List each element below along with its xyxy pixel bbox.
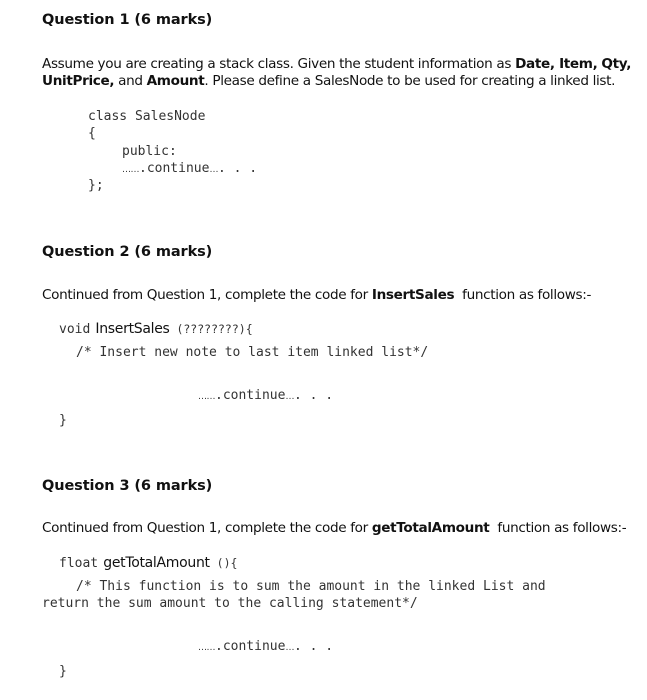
q1-line1-text: Assume you are creating a stack class. Given the student information as — [42, 56, 516, 72]
q1-paragraph-line-2 — [42, 73, 615, 89]
q1-line2-text: . Please define a SalesNode to be used for creating a linked list. — [204, 73, 616, 89]
q2-code-comment: /* Insert new note to last item linked list*/ — [76, 345, 429, 360]
q3-code-continue — [198, 639, 333, 654]
q1-code-continue — [122, 161, 257, 176]
q2-code-continue-word: .continue — [215, 388, 286, 403]
q3-code-fn-name: getTotalAmount — [103, 555, 210, 571]
q2-intro-tail: function as follows:- — [454, 287, 592, 303]
q2-code-continue-dots: … — [285, 392, 294, 402]
q2-code-close: } — [59, 413, 67, 428]
q3-code-params: (){ — [209, 556, 238, 570]
q1-code-open-brace: { — [88, 126, 96, 141]
q3-code-signature — [59, 552, 237, 571]
q1-code-continue-dots: … — [209, 165, 218, 175]
q1-paragraph-line-1 — [42, 56, 631, 72]
q1-field-date: Date — [515, 56, 550, 72]
q1-code-continue-tail: . . . — [217, 161, 258, 176]
q1-code-continue-word: .continue — [139, 161, 210, 176]
q3-code-close: } — [59, 664, 67, 679]
q3-code-continue-tail: . . . — [293, 639, 334, 654]
q2-function-name: InsertSales — [371, 287, 455, 303]
q3-code-dots: …… — [198, 643, 215, 653]
q3-intro-text: Continued from Question 1, complete the code for — [42, 520, 372, 536]
q1-and: and — [114, 73, 147, 89]
q1-sep: , — [549, 56, 560, 72]
q3-function-name: getTotalAmount — [371, 520, 490, 536]
q1-field-unitprice: UnitPrice, — [42, 73, 115, 89]
q3-code-comment-line-1: /* This function is to sum the amount in the linked List and — [76, 579, 546, 594]
q1-field-item: Item, — [559, 56, 598, 72]
q3-intro-tail: function as follows:- — [489, 520, 627, 536]
q2-intro — [42, 287, 591, 303]
q1-code-close: }; — [88, 178, 104, 193]
q1-heading: Question 1 (6 marks) — [42, 12, 213, 28]
q2-code-continue — [198, 388, 333, 403]
q1-code-public: public: — [122, 144, 177, 159]
q3-heading: Question 3 (6 marks) — [42, 478, 213, 494]
q1-code-class-line: class SalesNode — [88, 109, 206, 124]
q3-code-comment-line-2: return the sum amount to the calling statement*/ — [42, 596, 418, 611]
q3-code-continue-dots: … — [285, 643, 294, 653]
q2-code-dots: …… — [198, 392, 215, 402]
q1-field-amount: Amount — [146, 73, 205, 89]
q2-code-params: (????????){ — [169, 322, 253, 336]
q2-code-void: void — [59, 322, 91, 337]
q2-intro-text: Continued from Question 1, complete the code for — [42, 287, 372, 303]
q2-code-fn-name: InsertSales — [95, 321, 170, 337]
q1-field-qty: Qty, — [601, 56, 632, 72]
q1-code-dots: …… — [122, 165, 139, 175]
q3-code-continue-word: .continue — [215, 639, 286, 654]
q2-heading: Question 2 (6 marks) — [42, 244, 213, 260]
q2-code-signature — [59, 318, 253, 337]
q3-intro — [42, 520, 626, 536]
q3-code-float: float — [59, 556, 99, 571]
q2-code-continue-tail: . . . — [293, 388, 334, 403]
